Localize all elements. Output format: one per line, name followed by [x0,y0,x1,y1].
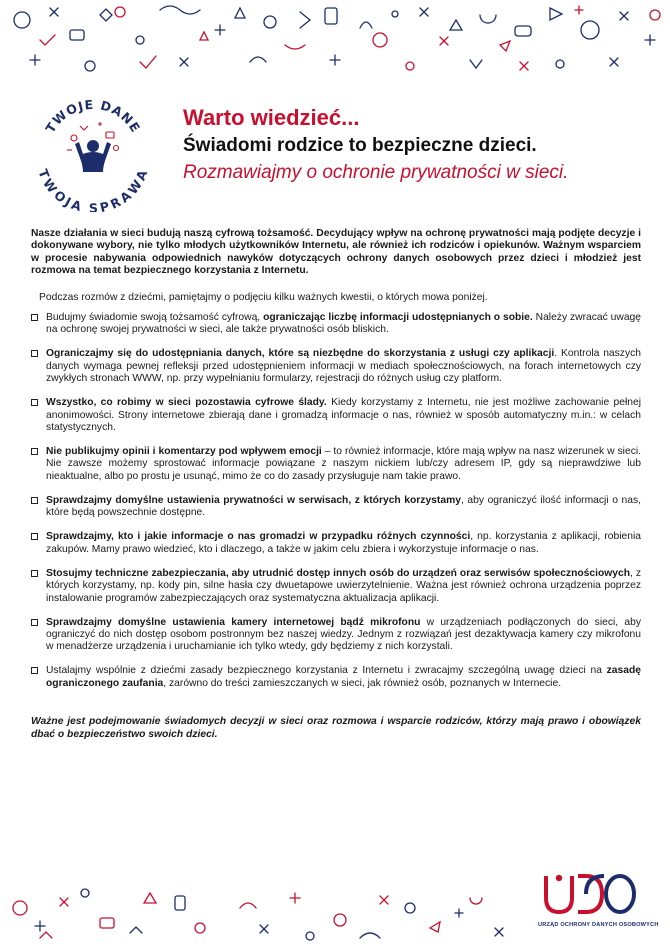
list-item: Sprawdzajmy, kto i jakie informacje o nas gromadzi w przypadku różnych czynności, np. korzystania z aplikacji, robienia zakupów. Mamy prawo wiedzieć, kto i dlaczego, a także w jakim celu zbiera i wykorzystuje informacje o nas. [31,531,641,556]
uodo-logo [538,872,659,932]
svg-text:TWOJA SPRAWA [35,167,150,212]
campaign-badge [34,94,152,212]
checkbox-icon [31,619,38,626]
uodo-logo-mark [542,872,638,916]
checkbox-icon [31,667,38,674]
checkbox-icon [31,533,38,540]
checkbox-icon [31,570,38,577]
page-tagline: Rozmawiajmy o ochronie prywatności w sieci. [183,162,569,183]
page-title: Warto wiedzieć... [183,105,360,130]
list-item: Ograniczajmy się do udostępniania danych, które są niezbędne do skorzystania z usługi czy aplikacji. Kontrola naszych danych wymaga pewnej refleksji przed udostępnieniem informacji w mediach społecznościowych, na forach internetowych czy zwykłych stronach WWW, np. przy wypełnianiu formularzy, rejestracji do różnych usług czy platform. [31,348,641,385]
page-subtitle: Świadomi rodzice to bezpieczne dzieci. [183,135,537,156]
checkbox-icon [31,448,38,455]
badge-bottom-text: TWOJA SPRAWA [35,167,151,212]
tips-list [31,312,641,690]
list-item: Stosujmy techniczne zabezpieczania, aby utrudnić dostęp innych osób do urządzeń oraz serwisów społecznościowych, z których korzystamy, np. kody pin, silne hasła czy dwuetapowe uwierzytelnienie. Ważna jest również ochrona urządzenia poprzez instalowanie programów zabezpieczających oraz systematyczna aktualizacja aplikacji. [31,568,641,605]
closing-paragraph: Ważne jest podejmowanie świadomych decyzji w sieci oraz rozmowa i wsparcie rodziców, którzy mają prawo i obowiązek dbać o bezpieczeństwo swoich dzieci. [31,716,641,740]
intro-paragraph: Nasze działania w sieci budują naszą cyfrową tożsamość. Decydujący wpływ na ochronę prywatności mają podjęte decyzje i dokonywane wybory, nie tylko młodych użytkowników Internetu, ale również ich rodziców i opiekunów. Ważnym wsparciem w procesie nabywania odpowiednich nawyków dotyczących ochrony danych osobowych przez dzieci i młodzież jest rozmowa na temat bezpiecznego korzystania z Internetu. [31,228,641,277]
list-item: Budujmy świadomie swoją tożsamość cyfrową, ograniczając liczbę informacji udostępnianych o sobie. Należy zwracać uwagę na ochronę swojej prywatności w sieci, ale także prywatności osób bliskich. [31,312,641,337]
header [0,92,670,212]
list-item: Nie publikujmy opinii i komentarzy pod wpływem emocji – to również informacje, które mają wpływ na nasz wizerunek w sieci. Nie zawsze możemy sprostować informacje powiązane z naszym nickiem lub/czy adresem IP, gdy są nieprawdziwe lub nieaktualne, albo po prostu je usunąć, mimo że co do zasady przysługuje nam takie prawo. [31,446,641,483]
checkbox-icon [31,314,38,321]
lead-sentence: Podczas rozmów z dziećmi, pamiętajmy o podjęciu kilku ważnych kwestii, o których mowa poniżej. [39,291,488,303]
list-item: Sprawdzajmy domyślne ustawienia prywatności w serwisach, z których korzystamy, aby ograniczyć ilość informacji o nas, które będą powszechnie dostępne. [31,495,641,520]
main-content [31,228,641,741]
list-item: Sprawdzajmy domyślne ustawienia kamery internetowej bądź mikrofonu w urządzeniach podłączonych do sieci, aby ograniczyć do nich dostęp osobom postronnym bez naszej wiedzy. Jednym z rozwiązań jest dezaktywacja kamery czy mikrofonu w menadżerze urządzenia i uruchamianie ich tylko wtedy, gdy będziemy z nich korzystali. [31,617,641,654]
checkbox-icon [31,399,38,406]
list-item: Wszystko, co robimy w sieci pozostawia cyfrowe ślady. Kiedy korzystamy z Internetu, nie jest możliwe zachowanie pełnej anonimowości. Strony internetowe zbierają dane i gromadzą informacje o nas, również w sposób automatyczny m.in.: w celach statystycznych. [31,397,641,434]
badge-top-text: TWOJE DANE [42,96,144,136]
svg-text:TWOJE DANE [42,97,143,136]
org-name: URZĄD OCHRONY DANYCH OSOBOWYCH [538,922,659,928]
checkbox-icon [31,497,38,504]
child-figure-icon [34,94,152,212]
checkbox-icon [31,350,38,357]
list-item: Ustalajmy wspólnie z dziećmi zasady bezpiecznego korzystania z Internetu i zwracajmy szczególną uwagę dzieci na zasadę ograniczonego zaufania, zarówno do treści zamieszczanych w sieci, jak również osób, poznanych w Internecie. [31,665,641,690]
top-doodle-border [0,0,670,90]
